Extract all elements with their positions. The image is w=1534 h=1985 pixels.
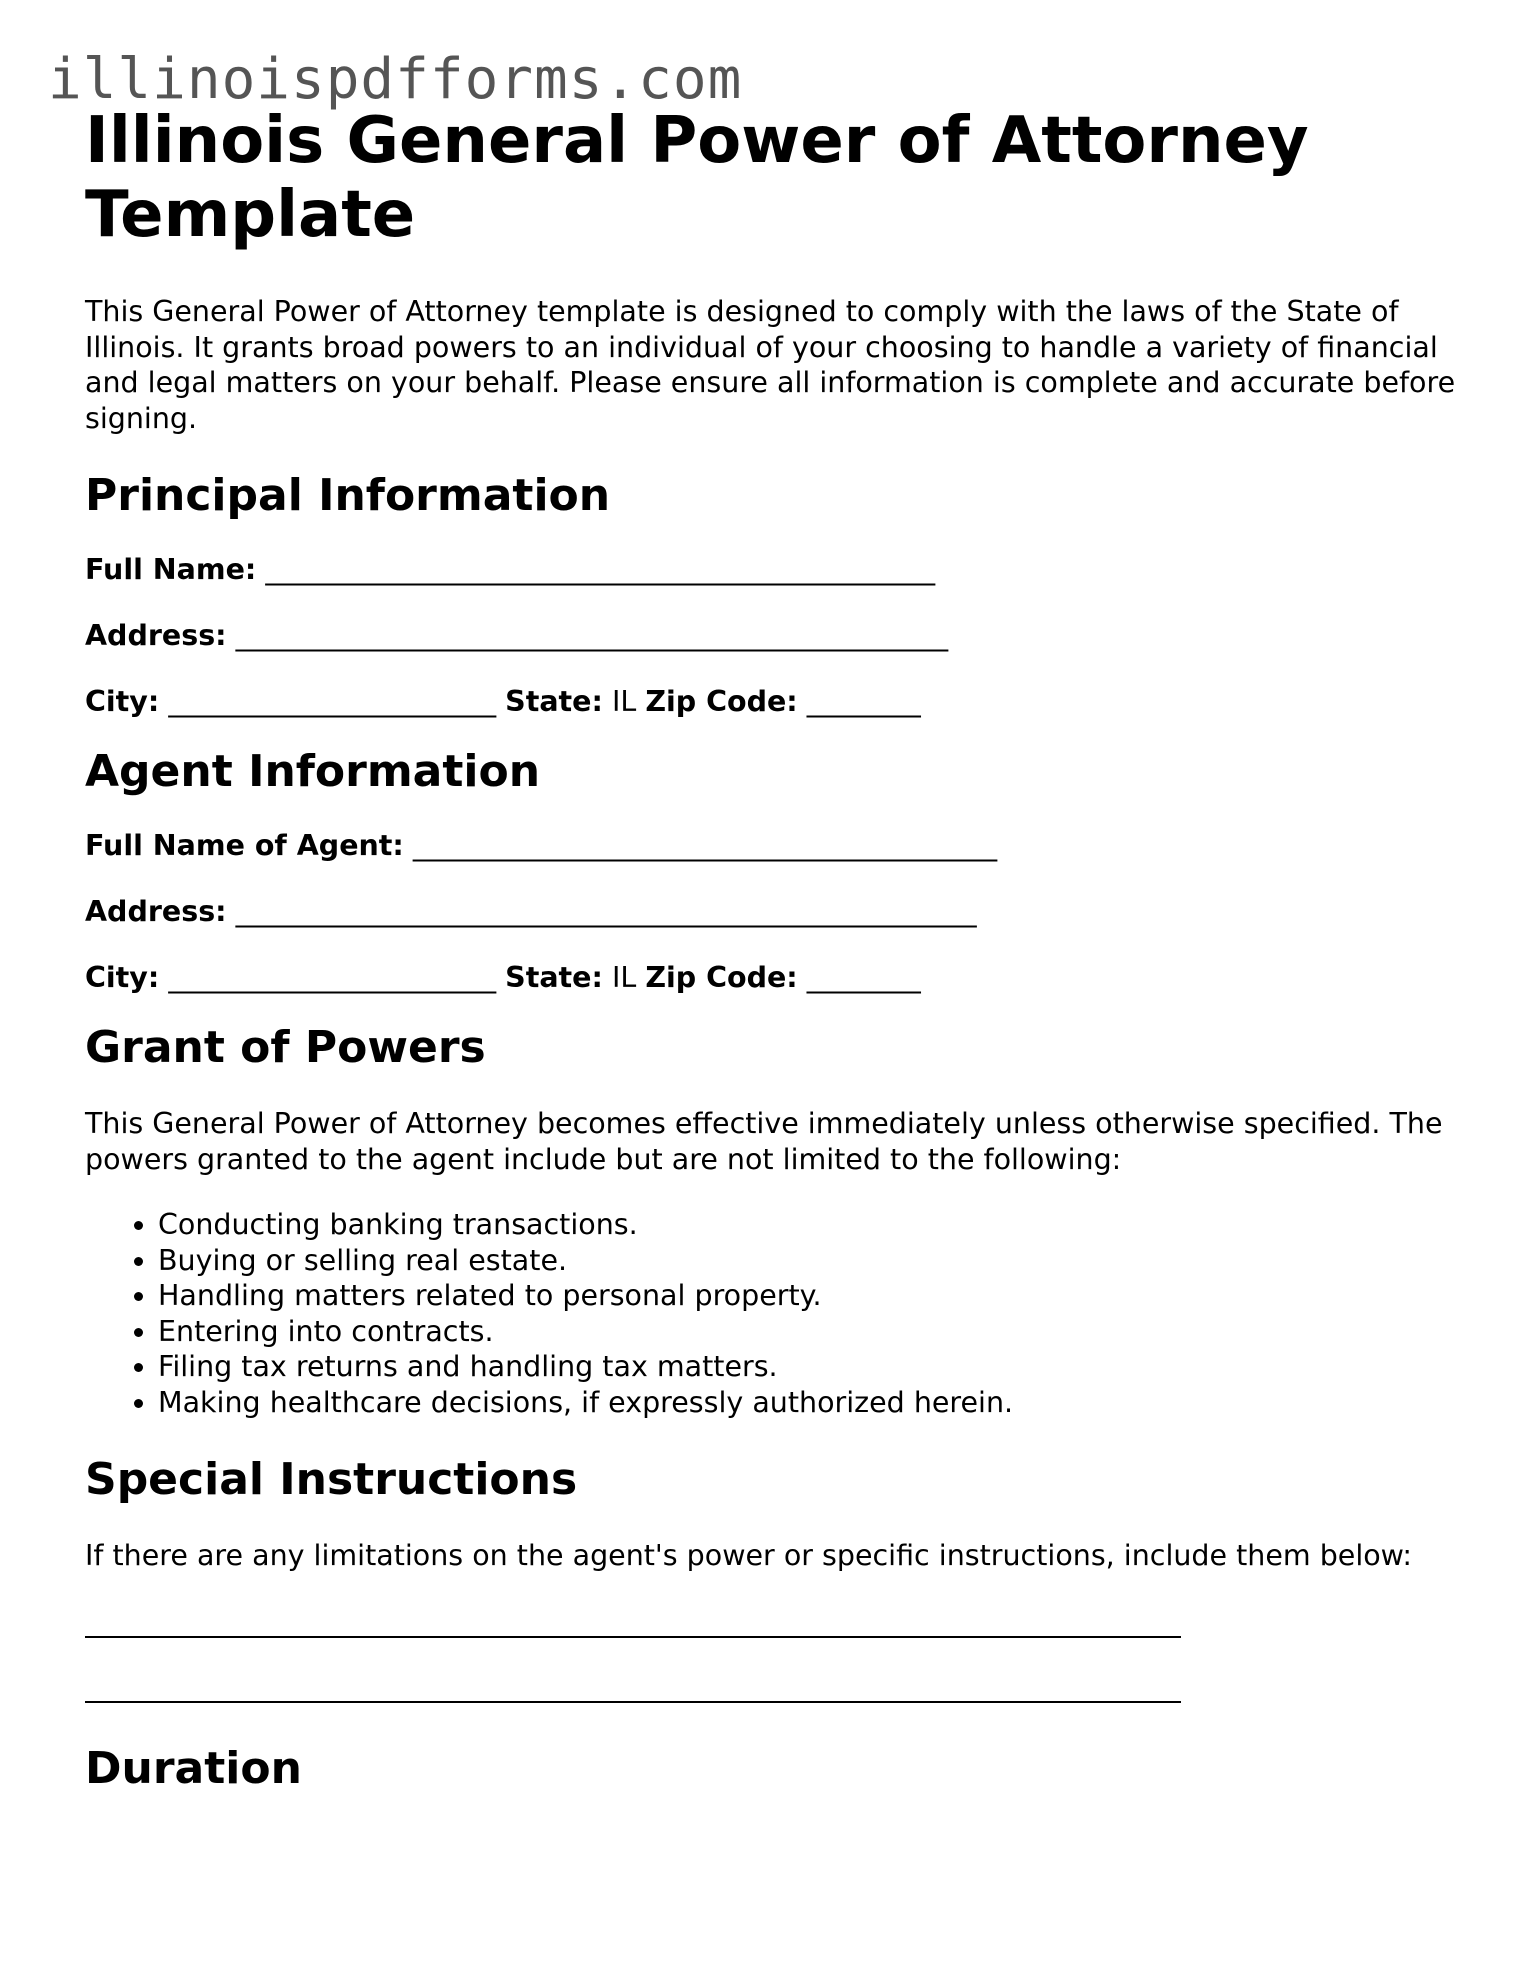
agent-city-state-zip-row — [85, 960, 1465, 995]
principal-city-blank[interactable]: _______________________ — [168, 685, 497, 718]
agent-address-blank[interactable]: ____________________________________________________ — [235, 895, 977, 928]
principal-address-field[interactable] — [85, 618, 1465, 653]
special-heading: Special Instructions — [85, 1454, 578, 1505]
principal-state-value: IL — [611, 685, 637, 718]
principal-address-label: Address: — [85, 619, 227, 652]
list-item: • Handling matters related to personal property. — [158, 1278, 1465, 1314]
agent-state-value: IL — [611, 961, 637, 994]
document-title: Illinois General Power of Attorney Template — [85, 104, 1309, 252]
powers-list — [85, 1207, 1465, 1420]
list-item: • Making healthcare decisions, if expressly authorized herein. — [158, 1385, 1465, 1421]
agent-full-name-field[interactable] — [85, 828, 1465, 863]
intro-paragraph: This General Power of Attorney template is designed to comply with the laws of the State of Illinois. It grants broad powers to an individual of your choosing to handle a variety of financial and legal matters on your behalf. Please ensure all information is complete and accurate before signing. — [85, 295, 1456, 435]
grant-heading: Grant of Powers — [85, 1022, 486, 1073]
agent-zip-label: Zip Code: — [645, 961, 798, 994]
special-instructions-line-2[interactable] — [85, 1701, 1181, 1703]
site-watermark: illinoispdfforms.com — [48, 47, 743, 112]
agent-full-name-blank[interactable]: _________________________________________ — [412, 829, 998, 862]
principal-full-name-label: Full Name: — [85, 553, 257, 586]
grant-paragraph: This General Power of Attorney becomes effective immediately unless otherwise specified. The powers granted to the agent include but are not limited to the following: — [85, 1107, 1443, 1176]
principal-zip-label: Zip Code: — [645, 685, 798, 718]
agent-address-label: Address: — [85, 895, 227, 928]
list-item: • Entering into contracts. — [158, 1314, 1465, 1350]
principal-city-label: City: — [85, 685, 160, 718]
principal-address-blank[interactable]: __________________________________________________ — [235, 619, 949, 652]
document-body — [85, 104, 1465, 1795]
agent-heading: Agent Information — [85, 746, 541, 797]
agent-zip-blank[interactable]: ________ — [806, 961, 921, 994]
principal-full-name-field[interactable] — [85, 552, 1465, 587]
duration-heading: Duration — [85, 1742, 302, 1794]
agent-city-blank[interactable]: _______________________ — [168, 961, 497, 994]
special-instructions-line-1[interactable] — [85, 1636, 1181, 1638]
agent-city-label: City: — [85, 961, 160, 994]
principal-full-name-blank[interactable]: _______________________________________________ — [265, 553, 936, 586]
agent-state-label: State: — [505, 961, 603, 994]
principal-city-state-zip-row — [85, 684, 1465, 719]
special-paragraph: If there are any limitations on the agent's power or specific instructions, include them below: — [85, 1539, 1413, 1572]
list-item: • Buying or selling real estate. — [158, 1243, 1465, 1279]
agent-address-field[interactable] — [85, 894, 1465, 929]
list-item: • Conducting banking transactions. — [158, 1207, 1465, 1243]
agent-full-name-label: Full Name of Agent: — [85, 829, 404, 862]
list-item: • Filing tax returns and handling tax matters. — [158, 1349, 1465, 1385]
principal-state-label: State: — [505, 685, 603, 718]
principal-zip-blank[interactable]: ________ — [806, 685, 921, 718]
principal-heading: Principal Information — [85, 470, 611, 521]
